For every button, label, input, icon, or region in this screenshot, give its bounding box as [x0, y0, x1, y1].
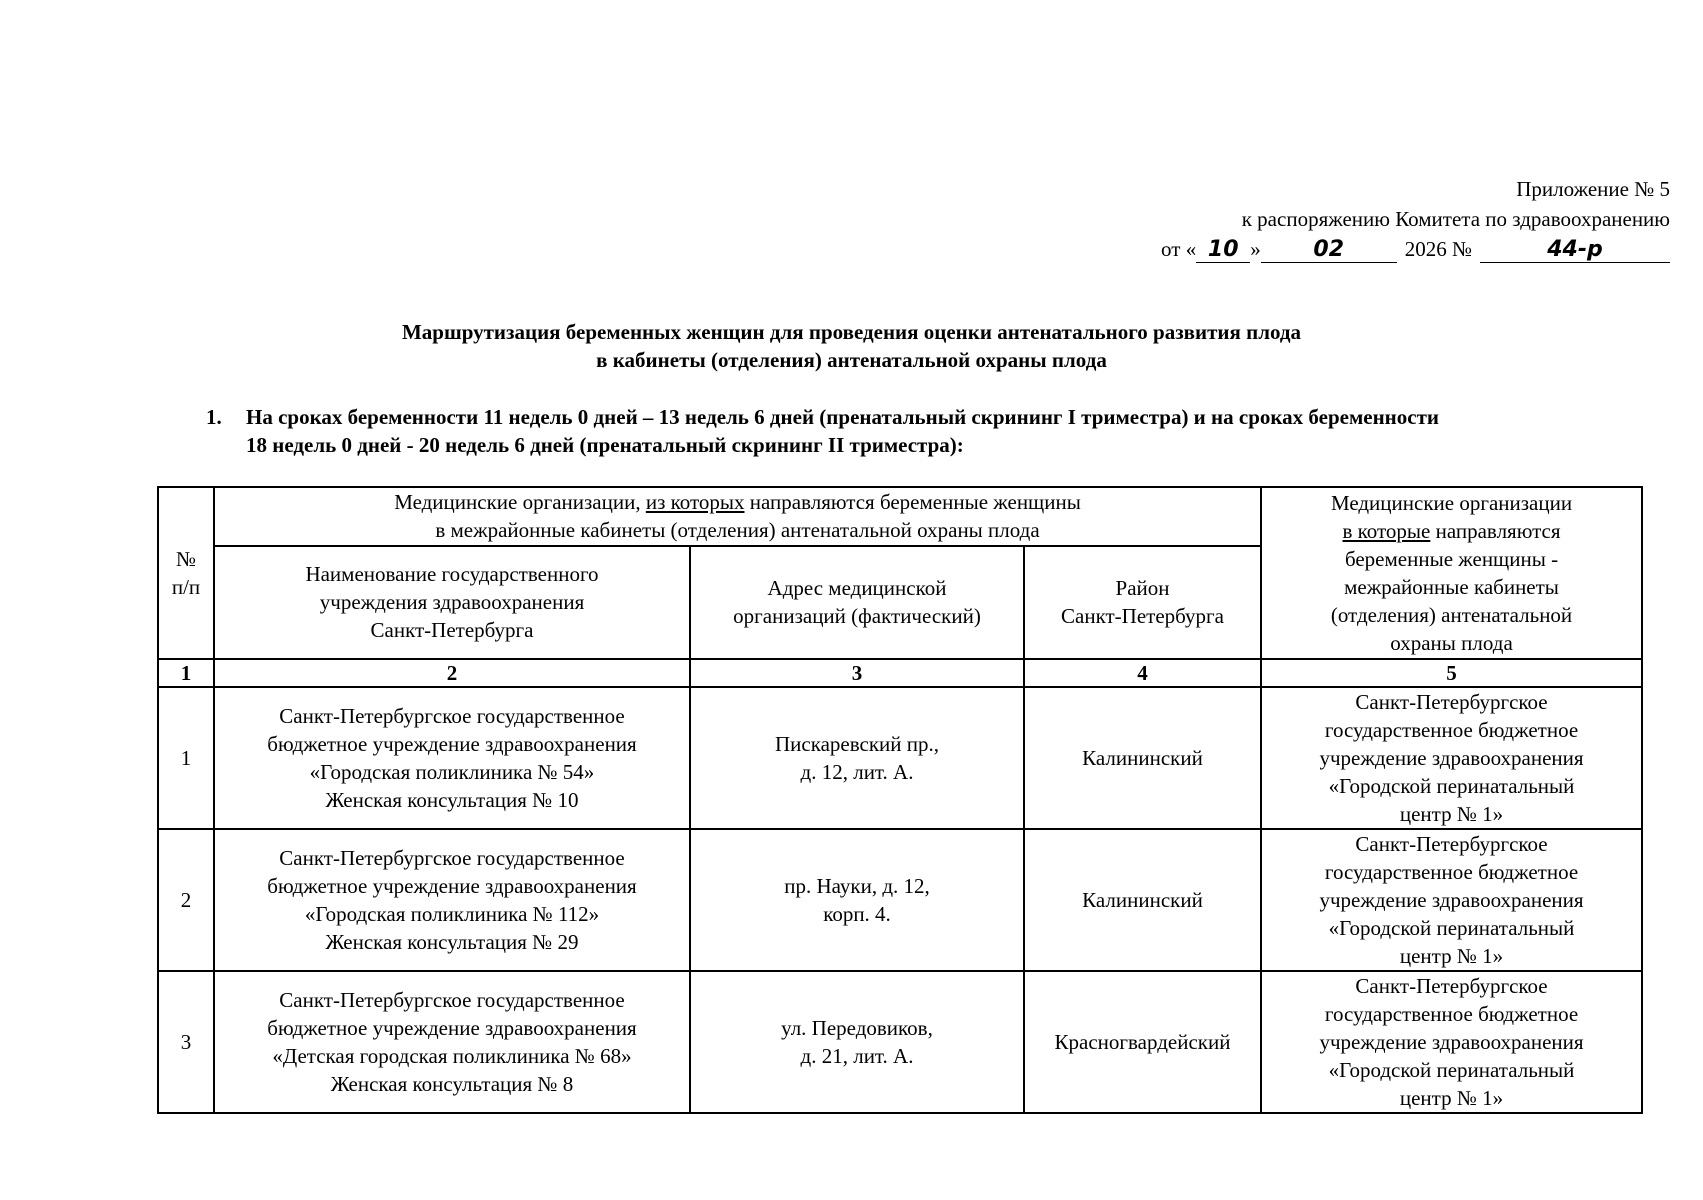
- col-district-header: Район Санкт-Петербурга: [1024, 546, 1261, 659]
- col-address-header: Адрес медицинской организаций (фактический): [690, 546, 1024, 659]
- order-date-line: [1161, 234, 1670, 264]
- org-district: Красногвардейский: [1024, 971, 1261, 1113]
- row-number: 3: [158, 971, 214, 1113]
- row-number: 1: [158, 687, 214, 829]
- section-text: [246, 403, 1676, 459]
- document-title: [0, 318, 1703, 374]
- target-org: Санкт-Петербургское государственное бюджетное учреждение здравоохранения «Городской перинатальный центр № 1»: [1261, 687, 1642, 829]
- date-quote: »: [1250, 237, 1261, 261]
- section-line-2: 18 недель 0 дней - 20 недель 6 дней (пренатальный скрининг II триместра):: [246, 433, 964, 457]
- org-district: Калининский: [1024, 829, 1261, 971]
- col-name-header: Наименование государственного учреждения здравоохранения Санкт-Петербурга: [214, 546, 690, 659]
- table-row: [158, 971, 1642, 1113]
- handwritten-month: 02: [1261, 238, 1397, 263]
- routing-table: [157, 486, 1643, 1114]
- org-address: ул. Передовиков, д. 21, лит. А.: [690, 971, 1024, 1113]
- date-prefix: от «: [1161, 237, 1197, 261]
- handwritten-order-number: 44-р: [1480, 238, 1670, 263]
- order-year: 2026 №: [1404, 237, 1472, 261]
- col-num-header: № п/п: [158, 487, 214, 659]
- org-name: Санкт-Петербургское государственное бюджетное учреждение здравоохранения «Городская поликлиника № 112» Женская консультация № 29: [214, 829, 690, 971]
- appendix-number: Приложение № 5: [1516, 177, 1670, 201]
- handwritten-day: 10: [1196, 238, 1250, 263]
- title-line-1: Маршрутизация беременных женщин для проведения оценки антенатального развития плода: [401, 320, 1302, 344]
- org-address: пр. Науки, д. 12, корп. 4.: [690, 829, 1024, 971]
- section-1-heading: [206, 403, 1676, 459]
- table-row: [158, 687, 1642, 829]
- target-org: Санкт-Петербургское государственное бюджетное учреждение здравоохранения «Городской перинатальный центр № 1»: [1261, 829, 1642, 971]
- appendix-header: [1161, 174, 1670, 264]
- row-number: 2: [158, 829, 214, 971]
- column-number: 4: [1024, 659, 1261, 687]
- section-line-1: На сроках беременности 11 недель 0 дней – 13 недель 6 дней (пренатальный скрининг I триместра) и на сроках беременности: [246, 405, 1440, 429]
- org-address: Пискаревский пр., д. 12, лит. А.: [690, 687, 1024, 829]
- column-numbers-row: [158, 659, 1642, 687]
- appendix-order-ref: к распоряжению Комитета по здравоохранению: [1241, 207, 1670, 231]
- column-number: 1: [158, 659, 214, 687]
- section-number: 1.: [206, 405, 222, 429]
- org-name: Санкт-Петербургское государственное бюджетное учреждение здравоохранения «Городская поликлиника № 54» Женская консультация № 10: [214, 687, 690, 829]
- table-row: [158, 829, 1642, 971]
- target-orgs-header: Медицинские организации в которые направляются беременные женщины - межрайонные кабинеты (отделения) антенатальной охраны плода: [1261, 487, 1642, 659]
- table-header-row-1: [158, 487, 1642, 546]
- org-name: Санкт-Петербургское государственное бюджетное учреждение здравоохранения «Детская городская поликлиника № 68» Женская консультация № 8: [214, 971, 690, 1113]
- column-number: 3: [690, 659, 1024, 687]
- source-orgs-group-header: Медицинские организации, из которых направляются беременные женщины в межрайонные кабинеты (отделения) антенатальной охраны плода: [214, 487, 1261, 546]
- column-number: 2: [214, 659, 690, 687]
- org-district: Калининский: [1024, 687, 1261, 829]
- title-line-2: в кабинеты (отделения) антенатальной охраны плода: [596, 348, 1107, 372]
- column-number: 5: [1261, 659, 1642, 687]
- target-org: Санкт-Петербургское государственное бюджетное учреждение здравоохранения «Городской перинатальный центр № 1»: [1261, 971, 1642, 1113]
